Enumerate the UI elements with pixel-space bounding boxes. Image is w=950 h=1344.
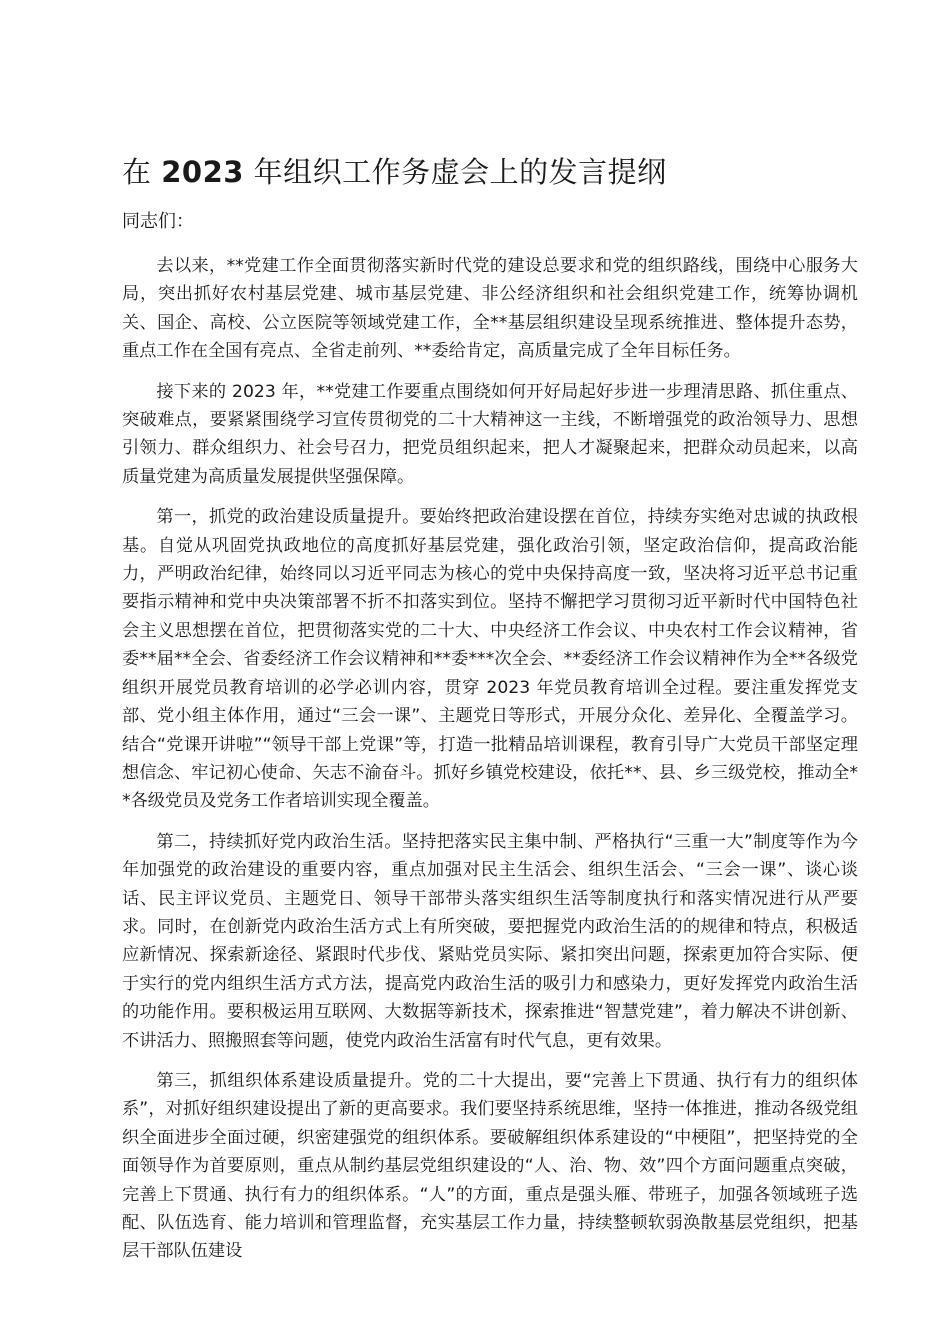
title-suffix: 年组织工作务虚会上的发言提纲: [243, 155, 667, 189]
paragraph-first-point: 第一，抓党的政治建设质量提升。要始终把政治建设摆在首位，持续夯实绝对忠诚的执政根基。自觉从巩固党执政地位的高度抓好基层党建，强化政治引领，坚定政治信仰，提高政治能力，严明政治纪律，始终同以习近平同志为核心的党中央保持高度一致，坚决将习近平总书记重要指示精神和党中央决策部署不折不扣落实到位。坚持不懈把学习贯彻习近平新时代中国特色社会主义思想摆在首位，把贯彻落实党的二十大、中央经济工作会议、中央农村工作会议精神，省委**届**全会、省委经济工作会议精神和**委***次全会、**委经济工作会议精神作为全**各级党组织开展党员教育培训的必学必训内容，贯穿 2023 年党员教育培训全过程。要注重发挥党支部、党小组主体作用，通过“三会一课”、主题党日等形式，开展分众化、差异化、全覆盖学习。结合“党课开讲啦”“领导干部上党课”等，打造一批精品培训课程，教育引导广大党员干部坚定理想信念、牢记初心使命、矢志不渝奋斗。抓好乡镇党校建设，依托**、县、乡三级党校，推动全**各级党员及党务工作者培训实现全覆盖。: [122, 507, 858, 812]
document-title: [122, 150, 858, 194]
title-year: 2023: [161, 155, 244, 189]
salutation: 同志们：: [122, 211, 194, 232]
paragraph-second-point: 第二，持续抓好党内政治生活。坚持把落实民主集中制、严格执行“三重一大”制度等作为今年加强党的政治建设的重要内容，重点加强对民主生活会、组织生活会、“三会一课”、谈心谈话、民主评议党员、主题党日、领导干部带头落实组织生活等制度执行和落实情况进行从严要求。同时，在创新党内政治生活方式上有所突破，要把握党内政治生活的的规律和特点，积极适应新情况、探索新途径、紧跟时代步伐、紧贴党员实际、紧扣突出问题，探索更加符合实际、便于实行的党内组织生活方式方法，提高党内政治生活的吸引力和感染力，更好发挥党内政治生活的功能作用。要积极运用互联网、大数据等新技术，探索推进“智慧党建”，着力解决不讲创新、不讲活力、照搬照套等问题，使党内政治生活富有时代气息，更有效果。: [122, 831, 858, 1051]
document-page: [122, 150, 858, 1278]
title-prefix: 在: [122, 155, 162, 189]
paragraph-third-point: 第三，抓组织体系建设质量提升。党的二十大提出，要“完善上下贯通、执行有力的组织体系”，对抓好组织建设提出了新的更高要求。我们要坚持系统思维，坚持一体推进，推动各级党组织全面进步全面过硬，织密建强党的组织体系。要破解组织体系建设的“中梗阻”，把坚持党的全面领导作为首要原则，重点从制约基层党组织建设的“人、治、物、效”四个方面问题重点突破，完善上下贯通、执行有力的组织体系。“人”的方面，重点是强头雁、带班子，加强各领域班子选配、队伍选育、能力培训和管理监督，充实基层工作力量，持续整顿软弱涣散基层党组织，把基层干部队伍建设: [122, 1070, 858, 1262]
paragraph-intro: 去以来，**党建工作全面贯彻落实新时代党的建设总要求和党的组织路线，围绕中心服务大局，突出抓好农村基层党建、城市基层党建、非公经济组织和社会组织党建工作，统筹协调机关、国企、高校、公立医院等领域党建工作，全**基层组织建设呈现系统推进、整体提升态势，重点工作在全国有亮点、全省走前列、**委给肯定，高质量完成了全年目标任务。: [122, 256, 858, 362]
paragraph-next-year: 接下来的 2023 年，**党建工作要重点围绕如何开好局起好步进一步理清思路、抓住重点、突破难点，要紧紧围绕学习宣传贯彻党的二十大精神这一主线，不断增强党的政治领导力、思想引领力、群众组织力、社会号召力，把党员组织起来，把人才凝聚起来，把群众动员起来，以高质量党建为高质量发展提供坚强保障。: [122, 381, 858, 487]
